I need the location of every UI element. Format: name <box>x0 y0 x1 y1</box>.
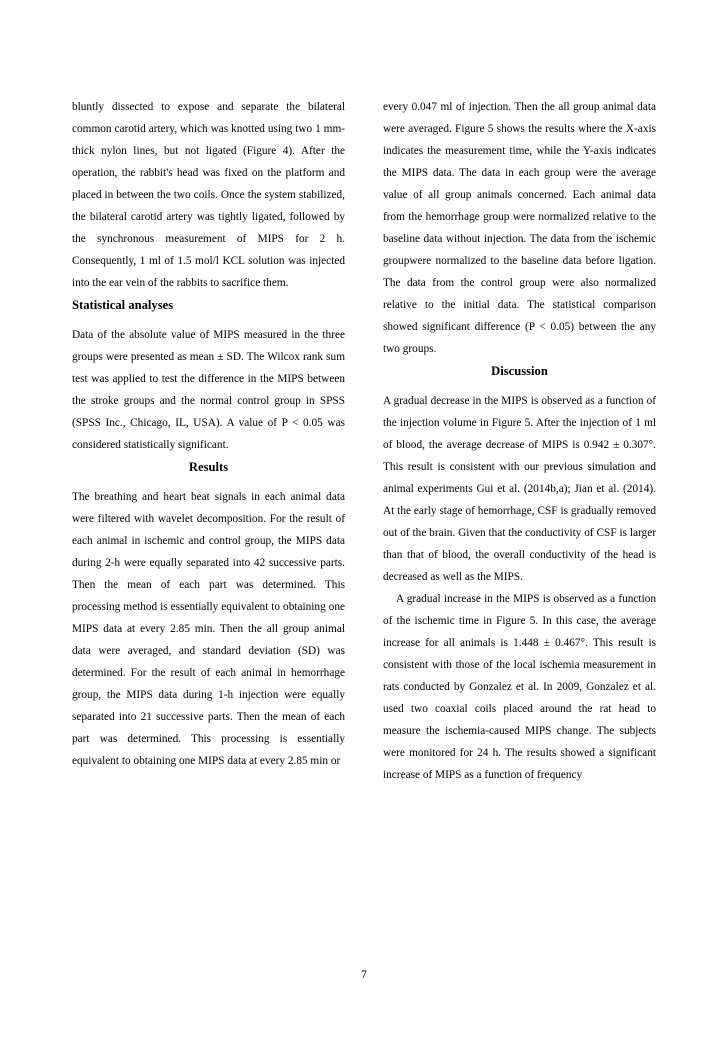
page-content <box>72 96 656 944</box>
left-column <box>72 96 345 786</box>
body-paragraph: A gradual decrease in the MIPS is observed as a function of the injection volume in Figure 5. After the injection of 1 ml of blood, the average decrease of MIPS is 0.942 ± 0.307°. This result is consistent with our previous simulation and animal experiments Gui et al. (2014b,a); Jian et al. (2014). At the early stage of hemorrhage, CSF is gradually removed out of the brain. Given that the conductivity of CSF is larger than that of blood, the overall conductivity of the head is decreased as well as the MIPS. <box>383 395 656 583</box>
page-number: 7 <box>361 969 367 981</box>
heading-discussion: Discussion <box>491 364 548 378</box>
body-paragraph: bluntly dissected to expose and separate the bilateral common carotid artery, which was knotted using two 1 mm-thick nylon lines, but not ligated (Figure 4). After the operation, the rabbit's head was fixed on the platform and placed in between the two coils. Once the system stabilized, the bilateral carotid artery was tightly ligated, followed by the synchronous measurement of MIPS for 2 h. Consequently, 1 ml of 1.5 mol/l KCL solution was injected into the ear vein of the rabbits to sacrifice them. <box>72 101 345 289</box>
body-paragraph: Data of the absolute value of MIPS measured in the three groups were presented as mean ± SD. The Wilcox rank sum test was applied to test the difference in the MIPS between the stroke groups and the normal control group in SPSS (SPSS Inc., Chicago, IL, USA). A value of P < 0.05 was considered statistically significant. <box>72 329 345 451</box>
body-paragraph: The breathing and heart beat signals in each animal data were filtered with wavelet decomposition. For the result of each animal in ischemic and control group, the MIPS data during 2-h were equally separated into 42 successive parts. Then the mean of each part was determined. This processing method is essentially equivalent to obtaining one MIPS data at every 2.85 min. Then the all group animal data were averaged, and standard deviation (SD) was determined. For the result of each animal in hemorrhage group, the MIPS data during 1-h injection were equally separated into 21 successive parts. Then the mean of each part was determined. This processing is essentially equivalent to obtaining one MIPS data at every 2.85 min or <box>72 491 345 767</box>
right-column <box>383 96 656 786</box>
body-paragraph: every 0.047 ml of injection. Then the all group animal data were averaged. Figure 5 shows the results where the X-axis indicates the measurement time, while the Y-axis indicates the MIPS data. The data in each group were the average value of all group animals concerned. Each animal data from the hemorrhage group were normalized relative to the baseline data without injection. The data from the ischemic groupwere normalized to the baseline data before ligation. The data from the control group were also normalized relative to the initial data. The statistical comparison showed significant difference (P < 0.05) between the any two groups. <box>383 101 656 355</box>
heading-results: Results <box>188 460 229 474</box>
two-column-layout <box>72 96 656 786</box>
heading-statistical-analyses: Statistical analyses <box>72 298 174 312</box>
body-paragraph: A gradual increase in the MIPS is observed as a function of the ischemic time in Figure 5. In this case, the average increase for all animals is 1.448 ± 0.467°. This result is consistent with those of the local ischemia measurement in rats conducted by Gonzalez et al. In 2009, Gonzalez et al. used two coaxial coils placed around the rat head to measure the ischemia-caused MIPS change. The subjects were monitored for 24 h. The results showed a significant increase of MIPS as a function of frequency <box>383 593 656 781</box>
